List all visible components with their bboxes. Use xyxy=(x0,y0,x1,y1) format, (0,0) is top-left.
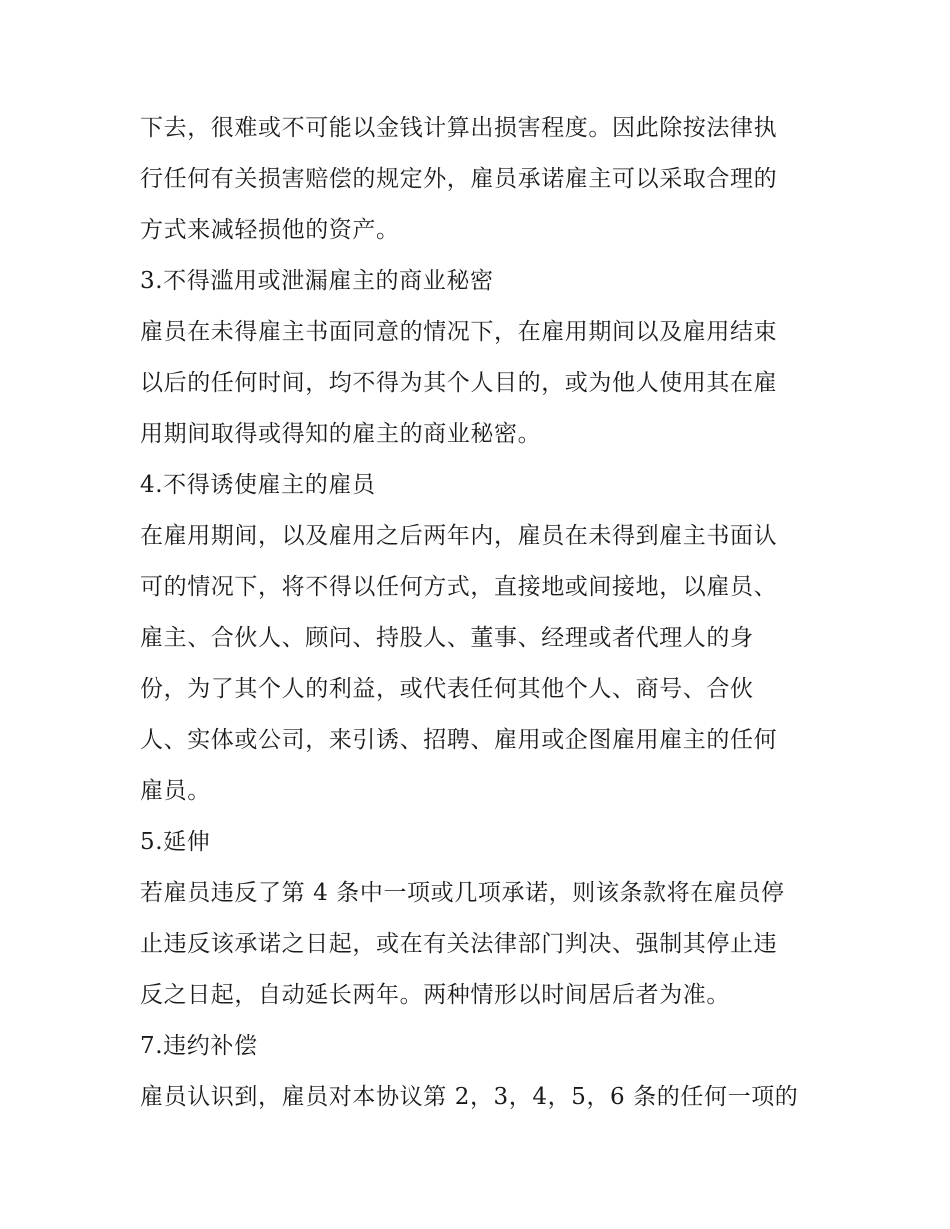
section-heading: 5.延伸 xyxy=(140,829,211,855)
document-body xyxy=(140,103,820,1123)
body-text-line: 以后的任何时间，均不得为其个人目的，或为他人使用其在雇 xyxy=(140,370,778,396)
body-text-line: 份，为了其个人的利益，或代表任何其他个人、商号、合伙 xyxy=(140,676,754,702)
body-text-line: 可的情况下，将不得以任何方式，直接地或间接地，以雇员、 xyxy=(140,574,778,600)
section-heading: 4.不得诱使雇主的雇员 xyxy=(140,472,376,498)
section-heading: 3.不得滥用或泄漏雇主的商业秘密 xyxy=(140,268,494,294)
body-text-line: 在雇用期间，以及雇用之后两年内，雇员在未得到雇主书面认 xyxy=(140,523,778,549)
body-text-line: 若雇员违反了第 4 条中一项或几项承诺，则该条款将在雇员停 xyxy=(140,880,785,906)
body-text-line: 雇员在未得雇主书面同意的情况下，在雇用期间以及雇用结束 xyxy=(140,319,778,345)
body-text-line: 雇主、合伙人、顾问、持股人、董事、经理或者代理人的身 xyxy=(140,625,754,651)
body-text-line: 雇员。 xyxy=(140,778,211,804)
body-text-line: 雇员认识到，雇员对本协议第 2，3，4，5，6 条的任何一项的 xyxy=(140,1084,799,1110)
body-text-line: 行任何有关损害赔偿的规定外，雇员承诺雇主可以采取合理的 xyxy=(140,166,778,192)
body-text-line: 用期间取得或得知的雇主的商业秘密。 xyxy=(140,421,542,447)
body-text-line: 方式来减轻损他的资产。 xyxy=(140,217,400,243)
section-heading: 7.违约补偿 xyxy=(140,1033,258,1059)
body-text-line: 止违反该承诺之日起，或在有关法律部门判决、强制其停止违 xyxy=(140,931,778,957)
body-text-line: 反之日起，自动延长两年。两种情形以时间居后者为准。 xyxy=(140,982,730,1008)
body-text-line: 人、实体或公司，来引诱、招聘、雇用或企图雇用雇主的任何 xyxy=(140,727,778,753)
body-text-line: 下去，很难或不可能以金钱计算出损害程度。因此除按法律执 xyxy=(140,115,778,141)
